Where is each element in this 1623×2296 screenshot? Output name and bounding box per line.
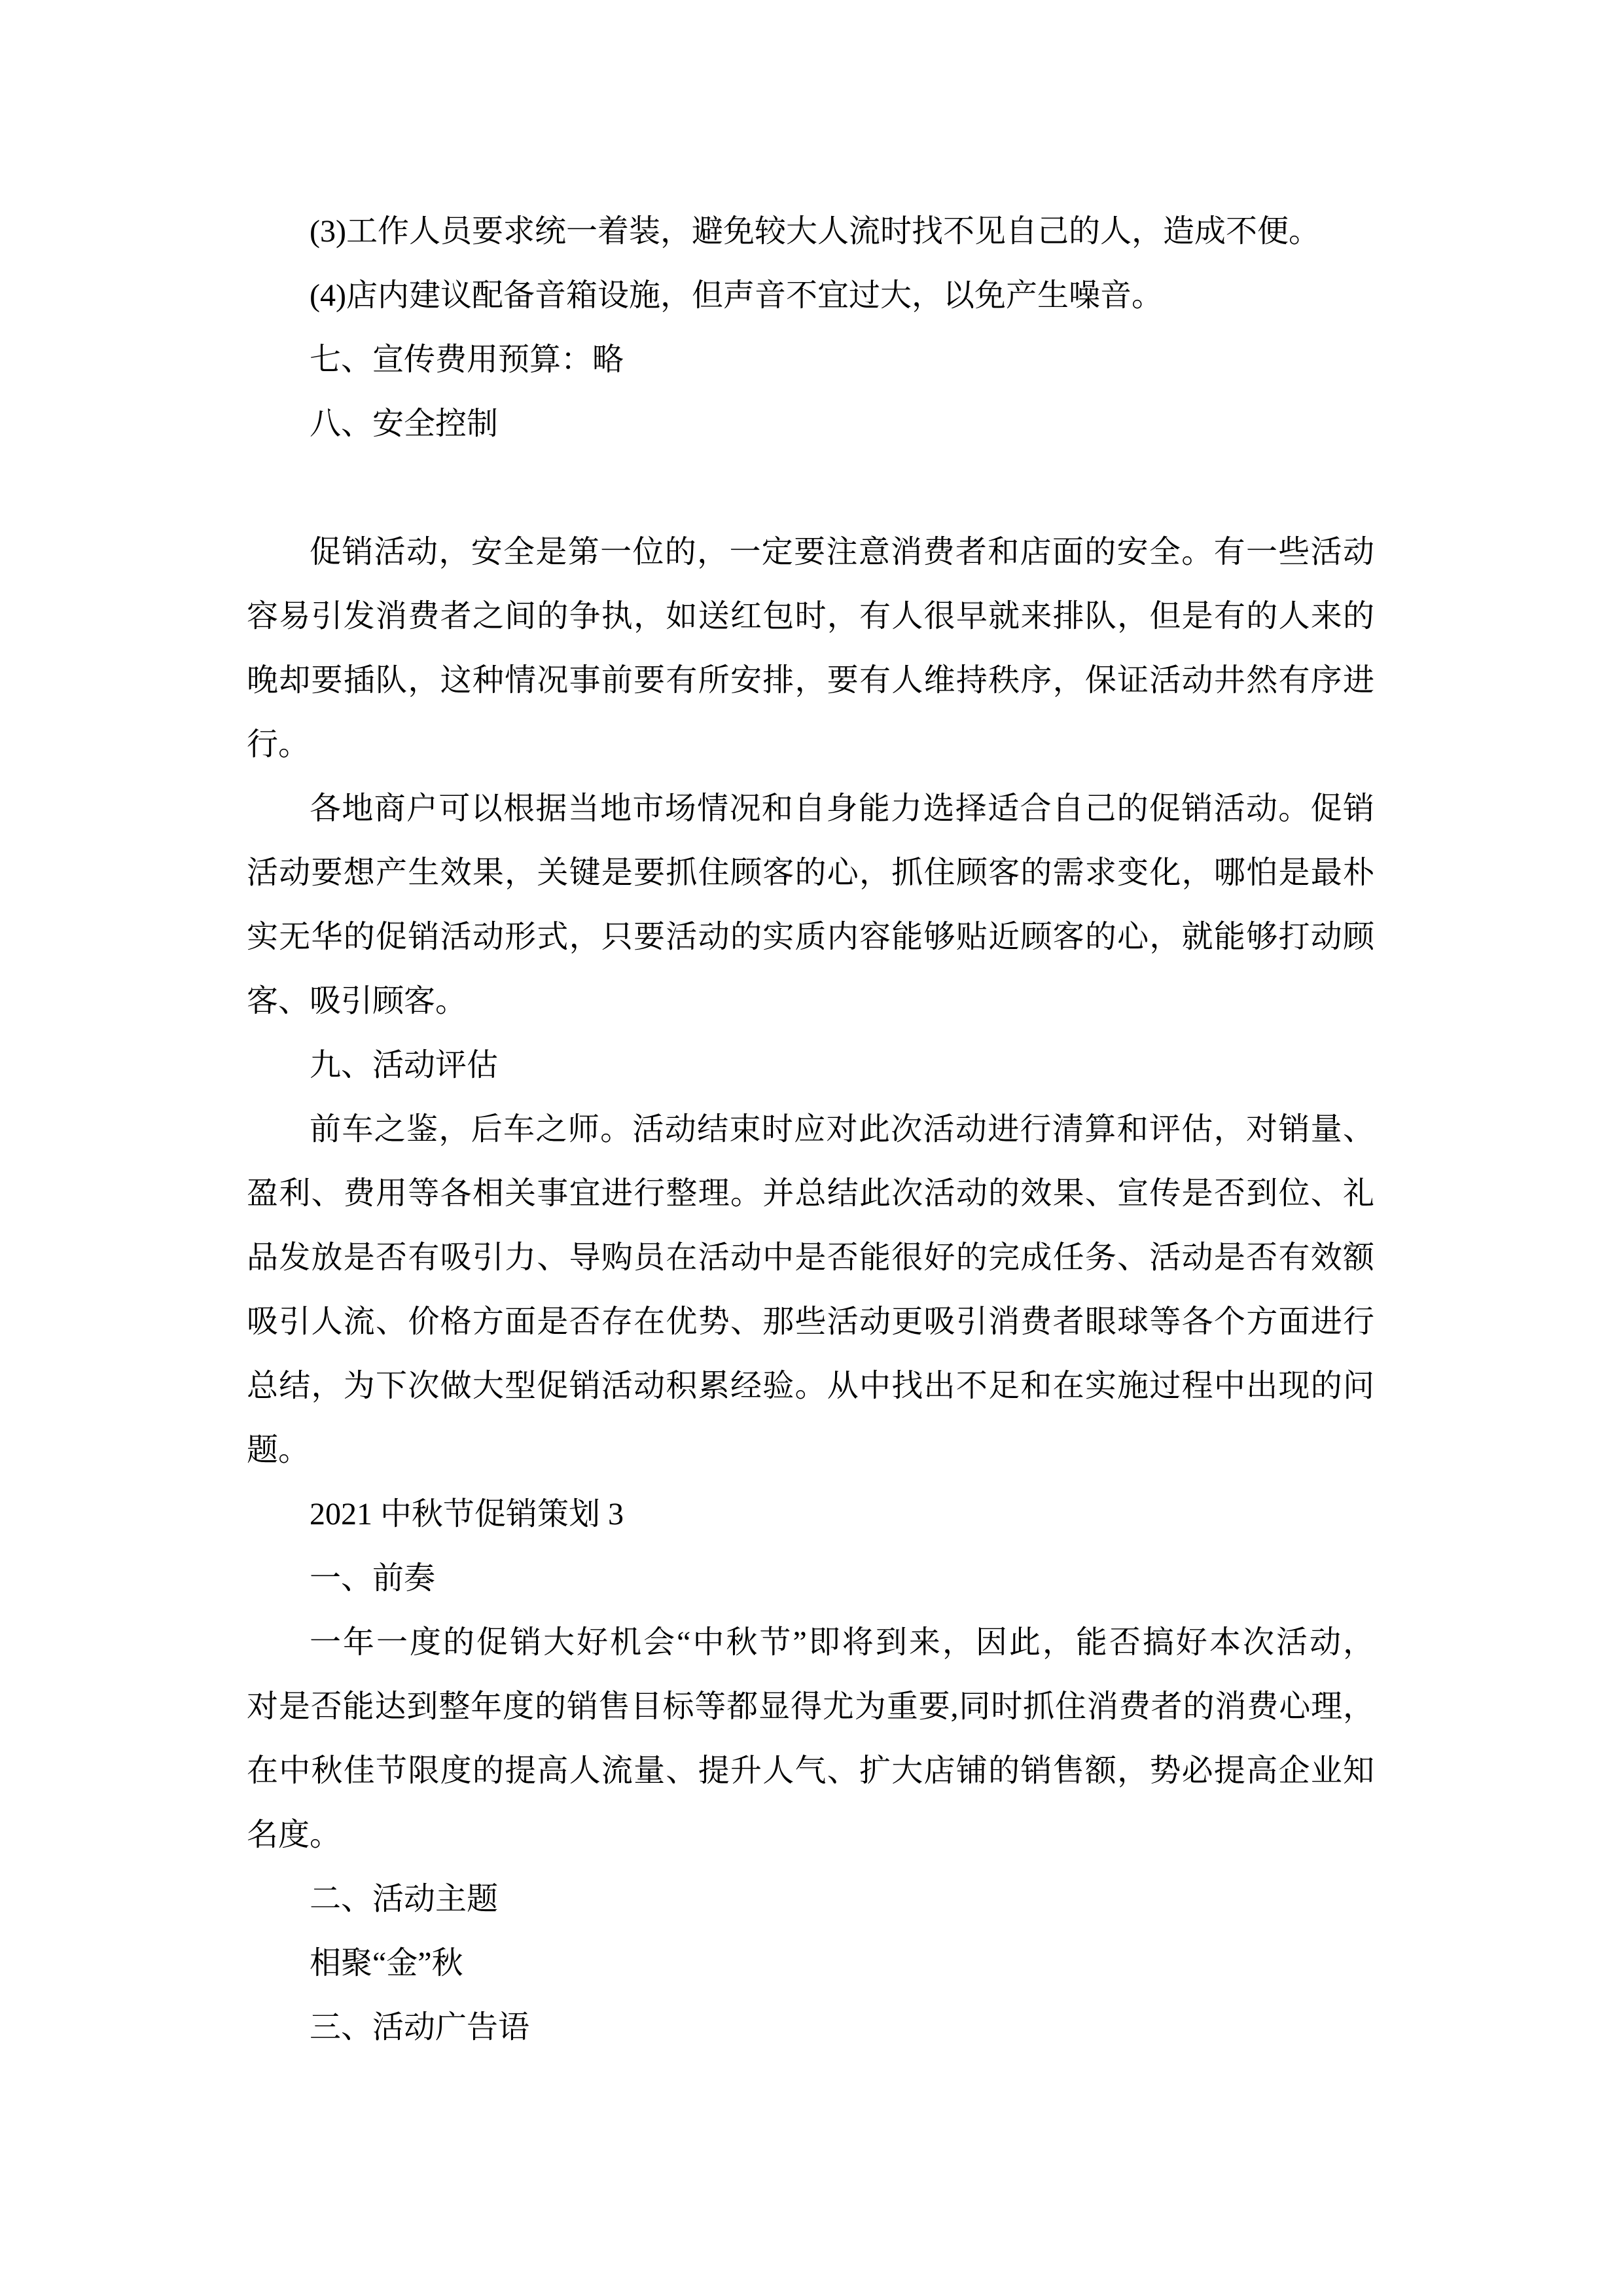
text-line: 各地商户可以根据当地市场情况和自身能力选择适合自己的促销活动。促销 — [310, 791, 1374, 826]
text-line: 题。 — [247, 1433, 310, 1467]
text-line: 实无华的促销活动形式，只要活动的实质内容能够贴近顾客的心，就能够打动顾 — [247, 920, 1374, 954]
text-line: 盈利、费用等各相关事宜进行整理。并总结此次活动的效果、宣传是否到位、礼 — [247, 1176, 1374, 1211]
text-line: 三、活动广告语 — [310, 2010, 530, 2045]
text-line: 八、安全控制 — [310, 406, 499, 441]
text-line: 二、活动主题 — [310, 1882, 499, 1916]
text-line: 前车之鉴，后车之师。活动结束时应对此次活动进行清算和评估，对销量、 — [310, 1112, 1374, 1147]
text-line: 客、吸引顾客。 — [247, 984, 467, 1018]
text-line: 容易引发消费者之间的争执，如送红包时，有人很早就来排队，但是有的人来的 — [247, 599, 1374, 634]
text-line: 总结，为下次做大型促销活动积累经验。从中找出不足和在实施过程中出现的问 — [247, 1369, 1374, 1403]
text-line: 名度。 — [247, 1818, 342, 1852]
text-line: 相聚“金”秋 — [310, 1946, 463, 1981]
text-line: 2021 中秋节促销策划 3 — [310, 1497, 624, 1532]
text-line: 吸引人流、价格方面是否存在优势、那些活动更吸引消费者眼球等各个方面进行 — [247, 1304, 1374, 1339]
text-line: (4)店内建议配备音箱设施，但声音不宜过大，以免产生噪音。 — [310, 278, 1163, 313]
text-line: 行。 — [247, 727, 310, 762]
text-line: 七、宣传费用预算：略 — [310, 342, 624, 377]
text-line: 在中秋佳节限度的提高人流量、提升人气、扩大店铺的销售额，势必提高企业知 — [247, 1753, 1374, 1788]
text-line: 促销活动，安全是第一位的，一定要注意消费者和店面的安全。有一些活动 — [310, 535, 1374, 569]
text-line: 对是否能达到整年度的销售目标等都显得尤为重要,同时抓住消费者的消费心理， — [247, 1689, 1374, 1724]
text-line: 一、前奏 — [310, 1561, 436, 1596]
text-line: 九、活动评估 — [310, 1048, 499, 1083]
text-line: 晚却要插队，这种情况事前要有所安排，要有人维持秩序，保证活动井然有序进 — [247, 663, 1374, 698]
document-body — [247, 200, 1374, 2060]
text-line: 一年一度的促销大好机会“中秋节”即将到来，因此，能否搞好本次活动， — [310, 1625, 1374, 1660]
blank-line — [247, 456, 1374, 520]
text-line: (3)工作人员要求统一着装，避免较大人流时找不见自己的人，造成不便。 — [310, 214, 1320, 249]
text-line: 活动要想产生效果，关键是要抓住顾客的心，抓住顾客的需求变化，哪怕是最朴 — [247, 855, 1374, 890]
text-line: 品发放是否有吸引力、导购员在活动中是否能很好的完成任务、活动是否有效额 — [247, 1240, 1374, 1275]
